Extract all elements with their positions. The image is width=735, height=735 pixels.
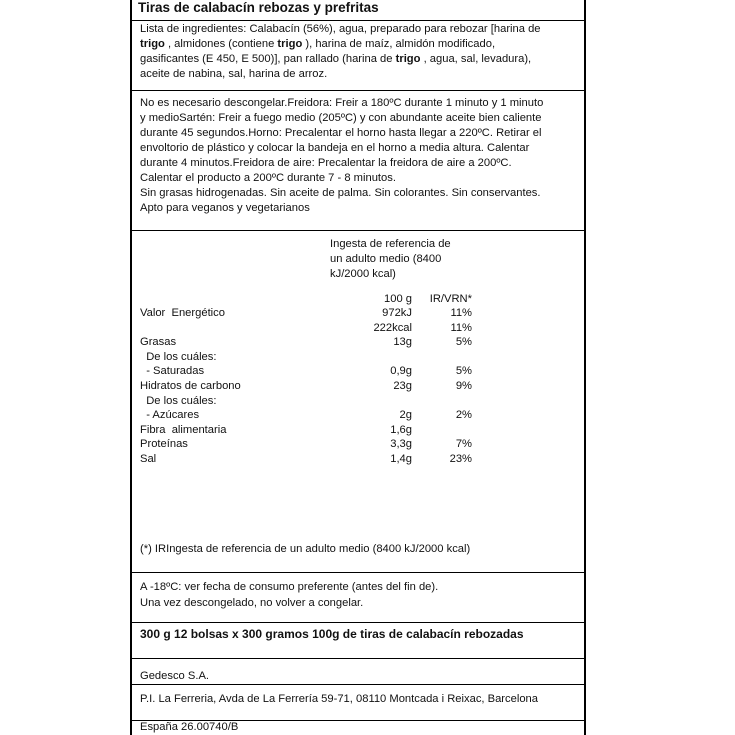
instructions-line: y medioSartén: Freir a fuego medio (205ºC) y con abundante aceite bien caliente: [140, 112, 542, 124]
nutrition-divider: [130, 572, 586, 573]
storage-line: A -18ºC: ver fecha de consumo preferente (antes del fin de).: [140, 581, 439, 593]
storage-divider: [130, 622, 586, 623]
nutrition-header-line: Ingesta de referencia de: [330, 238, 451, 250]
nutrient-percent: 11%: [450, 321, 472, 334]
nutrient-percent: 23%: [449, 453, 472, 465]
claims-line: Apto para veganos y vegetarianos: [140, 202, 310, 214]
nutrient-percent: 5%: [455, 336, 472, 349]
ingredients-line-2: trigo , almidones (contiene trigo ), harina de maíz, almidón modificado,: [140, 38, 496, 50]
nutrient-label: De los cuáles:: [140, 350, 217, 363]
nutrient-label: Hidratos de carbono: [140, 380, 241, 392]
nutrient-label: Sal: [140, 453, 157, 465]
nutrient-percent: 5%: [455, 365, 472, 378]
nutrition-footnote: (*) IRIngesta de referencia de un adulto medio (8400 kJ/2000 kcal): [140, 543, 471, 555]
nutrient-label: Valor Energético: [140, 307, 225, 319]
nutrient-label: - Saturadas: [140, 365, 205, 378]
instructions-line: durante 4 minutos.Freidora de aire: Precalentar la freidora de aire a 200ºC.: [140, 157, 512, 169]
instructions-line: envoltorio de plástico y colocar la bandeja en el horno a media altura. Calentar: [140, 142, 530, 154]
nutrition-header-line: kJ/2000 kcal): [330, 268, 396, 280]
column-header-ir: IR/VRN*: [429, 293, 472, 305]
ingredients-line-3: gasificantes (E 450, E 500)], pan rallado (harina de trigo , agua, sal, levadura),: [140, 53, 532, 65]
company-name: Gedesco S.A.: [140, 670, 210, 682]
company-divider: [130, 684, 586, 685]
instructions-line: No es necesario descongelar.Freidora: Freir a 180ºC durante 1 minuto y 1 minuto: [140, 97, 544, 109]
nutrient-value: 222kcal: [373, 321, 412, 334]
nutrient-value: 1,4g: [390, 453, 412, 465]
nutrient-value: 3,3g: [390, 438, 412, 451]
nutrient-label: Grasas: [140, 336, 177, 349]
nutrient-label: De los cuáles:: [140, 394, 217, 407]
allergen-wheat: trigo: [395, 53, 421, 65]
company-registry: España 26.00740/B: [140, 721, 239, 733]
nutrition-header-line: un adulto medio (8400: [330, 253, 442, 265]
allergen-wheat: trigo: [140, 38, 165, 50]
storage-line: Una vez descongelado, no volver a congelar.: [140, 597, 364, 609]
company-address: P.I. La Ferreria, Avda de La Ferrería 59-71, 08110 Montcada i Reixac, Barcelona: [140, 693, 539, 705]
nutrient-label: - Azúcares: [140, 409, 200, 422]
instructions-line: Calentar el producto a 200ºC durante 7 - 8 minutos.: [140, 172, 396, 184]
column-header-100g: 100 g: [384, 293, 412, 305]
ingredients-line-1: Lista de ingredientes: Calabacín (56%), agua, preparado para rebozar [harina de: [140, 23, 541, 35]
product-title: Tiras de calabacín rebozas y prefritas: [138, 0, 379, 15]
nutrient-value: 23g: [393, 380, 412, 392]
allergen-wheat: trigo: [277, 38, 303, 50]
package-info: 300 g 12 bolsas x 300 gramos 100g de tiras de calabacín rebozadas: [140, 627, 524, 641]
nutrient-value: 1,6g: [390, 423, 412, 436]
ingredients-divider: [130, 90, 586, 91]
instructions-line: durante 45 segundos.Horno: Precalentar el horno hasta llegar a 220ºC. Retirar el: [140, 127, 542, 139]
claims-line: Sin grasas hidrogenadas. Sin aceite de palma. Sin colorantes. Sin conservantes.: [140, 187, 541, 199]
nutrient-label: Proteínas: [140, 438, 188, 451]
instructions-divider: [130, 230, 586, 231]
nutrient-value: 0,9g: [390, 365, 412, 378]
nutrient-percent: 2%: [455, 409, 472, 422]
nutrient-value: 972kJ: [382, 307, 412, 319]
nutrient-percent: 9%: [455, 380, 472, 392]
nutrient-value: 13g: [393, 336, 412, 349]
title-divider: [130, 20, 586, 21]
package-divider: [130, 658, 586, 659]
ingredients-line-4: aceite de nabina, sal, harina de arroz.: [140, 68, 328, 80]
nutrient-label: Fibra alimentaria: [140, 423, 227, 436]
nutrient-percent: 11%: [450, 307, 472, 319]
nutrient-value: 2g: [399, 409, 412, 422]
nutrient-percent: 7%: [455, 438, 472, 451]
